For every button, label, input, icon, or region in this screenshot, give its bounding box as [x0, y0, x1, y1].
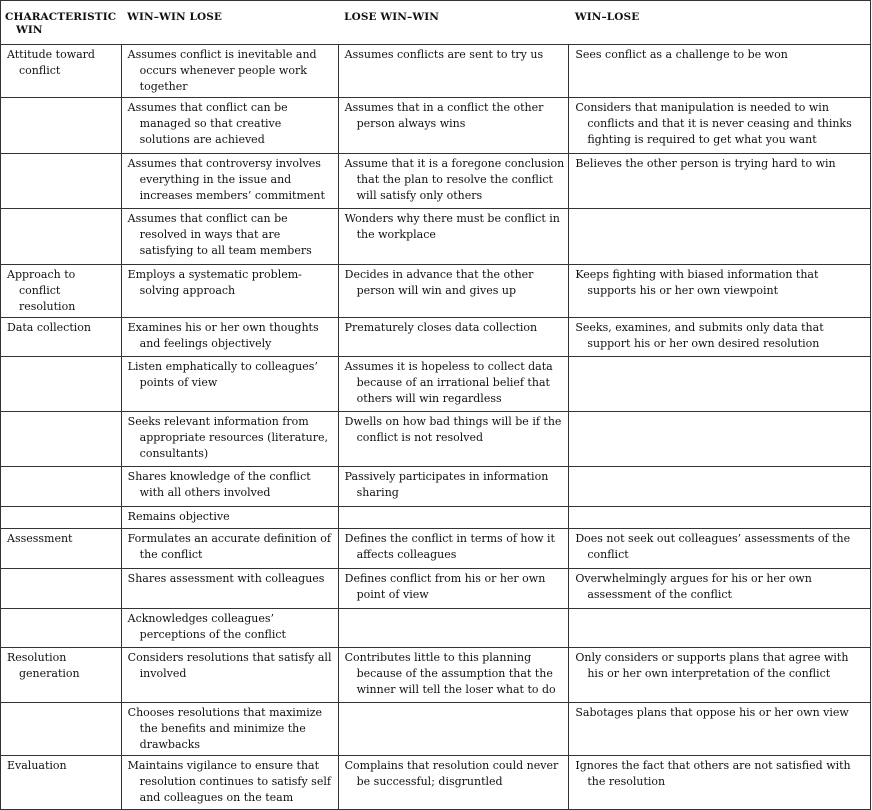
win-lose-cell: Sabotages plans that oppose his or her own view — [569, 703, 871, 756]
table-row — [1, 98, 871, 154]
header-win-win-lose: WIN–WIN LOSE — [121, 1, 338, 45]
lose-win-win-cell: Assumes it is hopeless to collect data because of an irrational belief that others will win regardless — [338, 357, 569, 412]
win-lose-cell — [569, 412, 871, 467]
characteristic-cell — [1, 467, 122, 507]
win-win-lose-cell: Considers resolutions that satisfy all involved — [121, 648, 338, 703]
table-row — [1, 756, 871, 810]
win-win-lose-cell: Remains objective — [121, 507, 338, 529]
win-lose-cell — [569, 609, 871, 648]
win-lose-cell: Ignores the fact that others are not satisfied with the resolution — [569, 756, 871, 810]
win-win-lose-cell: Assumes that controversy involves everything in the issue and increases members’ commitment — [121, 154, 338, 209]
win-win-lose-cell: Listen emphatically to colleagues’ points of view — [121, 357, 338, 412]
lose-win-win-cell — [338, 703, 569, 756]
characteristic-cell: Attitude toward conflict — [1, 45, 122, 98]
win-lose-cell — [569, 209, 871, 265]
header-lose-win-win: LOSE WIN–WIN — [338, 1, 569, 45]
win-win-lose-cell: Formulates an accurate definition of the conflict — [121, 529, 338, 569]
characteristic-cell — [1, 609, 122, 648]
lose-win-win-cell: Complains that resolution could never be successful; disgruntled — [338, 756, 569, 810]
lose-win-win-cell: Prematurely closes data collection — [338, 318, 569, 357]
win-lose-cell: Keeps fighting with biased information that supports his or her own viewpoint — [569, 265, 871, 318]
table-row — [1, 412, 871, 467]
lose-win-win-cell: Defines conflict from his or her own point of view — [338, 569, 569, 609]
win-win-lose-cell: Assumes that conflict can be resolved in ways that are satisfying to all team members — [121, 209, 338, 265]
win-win-lose-cell: Employs a systematic problem-solving approach — [121, 265, 338, 318]
win-lose-cell: Does not seek out colleagues’ assessments of the conflict — [569, 529, 871, 569]
lose-win-win-cell: Wonders why there must be conflict in the workplace — [338, 209, 569, 265]
win-win-lose-cell: Assumes conflict is inevitable and occurs whenever people work together — [121, 45, 338, 98]
table-row — [1, 318, 871, 357]
win-lose-cell: Only considers or supports plans that agree with his or her own interpretation of the conflict — [569, 648, 871, 703]
characteristic-cell — [1, 569, 122, 609]
win-lose-cell — [569, 467, 871, 507]
table-row — [1, 703, 871, 756]
win-lose-cell: Sees conflict as a challenge to be won — [569, 45, 871, 98]
characteristic-cell: Evaluation — [1, 756, 122, 810]
header-characteristic: CHARACTERISTIC WIN — [1, 1, 122, 45]
win-lose-cell: Seeks, examines, and submits only data that support his or her own desired resolution — [569, 318, 871, 357]
characteristic-cell — [1, 357, 122, 412]
characteristic-cell — [1, 209, 122, 265]
win-win-lose-cell: Shares knowledge of the conflict with all others involved — [121, 467, 338, 507]
characteristic-cell — [1, 703, 122, 756]
win-win-lose-cell: Chooses resolutions that maximize the benefits and minimize the drawbacks — [121, 703, 338, 756]
lose-win-win-cell — [338, 609, 569, 648]
win-lose-cell: Overwhelmingly argues for his or her own assessment of the conflict — [569, 569, 871, 609]
win-win-lose-cell: Acknowledges colleagues’ perceptions of the conflict — [121, 609, 338, 648]
lose-win-win-cell — [338, 507, 569, 529]
win-win-lose-cell: Assumes that conflict can be managed so that creative solutions are achieved — [121, 98, 338, 154]
win-win-lose-cell: Seeks relevant information from appropriate resources (literature, consultants) — [121, 412, 338, 467]
characteristic-cell — [1, 154, 122, 209]
table-row — [1, 357, 871, 412]
win-lose-cell: Considers that manipulation is needed to win conflicts and that it is never ceasing and thinks fighting is required to get what you want — [569, 98, 871, 154]
table-row — [1, 648, 871, 703]
characteristic-cell: Approach to conflict resolution — [1, 265, 122, 318]
lose-win-win-cell: Defines the conflict in terms of how it affects colleagues — [338, 529, 569, 569]
characteristic-cell: Data collection — [1, 318, 122, 357]
table-header-row — [1, 1, 871, 45]
table-row — [1, 154, 871, 209]
characteristic-cell — [1, 412, 122, 467]
win-win-lose-cell: Examines his or her own thoughts and feelings objectively — [121, 318, 338, 357]
lose-win-win-cell: Decides in advance that the other person will win and gives up — [338, 265, 569, 318]
table-row — [1, 45, 871, 98]
characteristic-cell — [1, 98, 122, 154]
lose-win-win-cell: Dwells on how bad things will be if the conflict is not resolved — [338, 412, 569, 467]
win-lose-cell — [569, 507, 871, 529]
lose-win-win-cell: Assumes that in a conflict the other person always wins — [338, 98, 569, 154]
win-win-lose-cell: Maintains vigilance to ensure that resolution continues to satisfy self and colleagues on the team — [121, 756, 338, 810]
win-win-lose-cell: Shares assessment with colleagues — [121, 569, 338, 609]
table-row — [1, 265, 871, 318]
characteristic-cell: Assessment — [1, 529, 122, 569]
lose-win-win-cell: Assume that it is a foregone conclusion that the plan to resolve the conflict will satisfy only others — [338, 154, 569, 209]
win-lose-cell — [569, 357, 871, 412]
table-row — [1, 209, 871, 265]
header-win-lose: WIN–LOSE — [569, 1, 871, 45]
table-row — [1, 569, 871, 609]
characteristic-cell: Resolution generation — [1, 648, 122, 703]
table-row — [1, 609, 871, 648]
win-lose-cell: Believes the other person is trying hard to win — [569, 154, 871, 209]
lose-win-win-cell: Assumes conflicts are sent to try us — [338, 45, 569, 98]
lose-win-win-cell: Passively participates in information sharing — [338, 467, 569, 507]
table-row — [1, 529, 871, 569]
table-row — [1, 507, 871, 529]
lose-win-win-cell: Contributes little to this planning because of the assumption that the winner will tell the loser what to do — [338, 648, 569, 703]
characteristic-cell — [1, 507, 122, 529]
table-row — [1, 467, 871, 507]
